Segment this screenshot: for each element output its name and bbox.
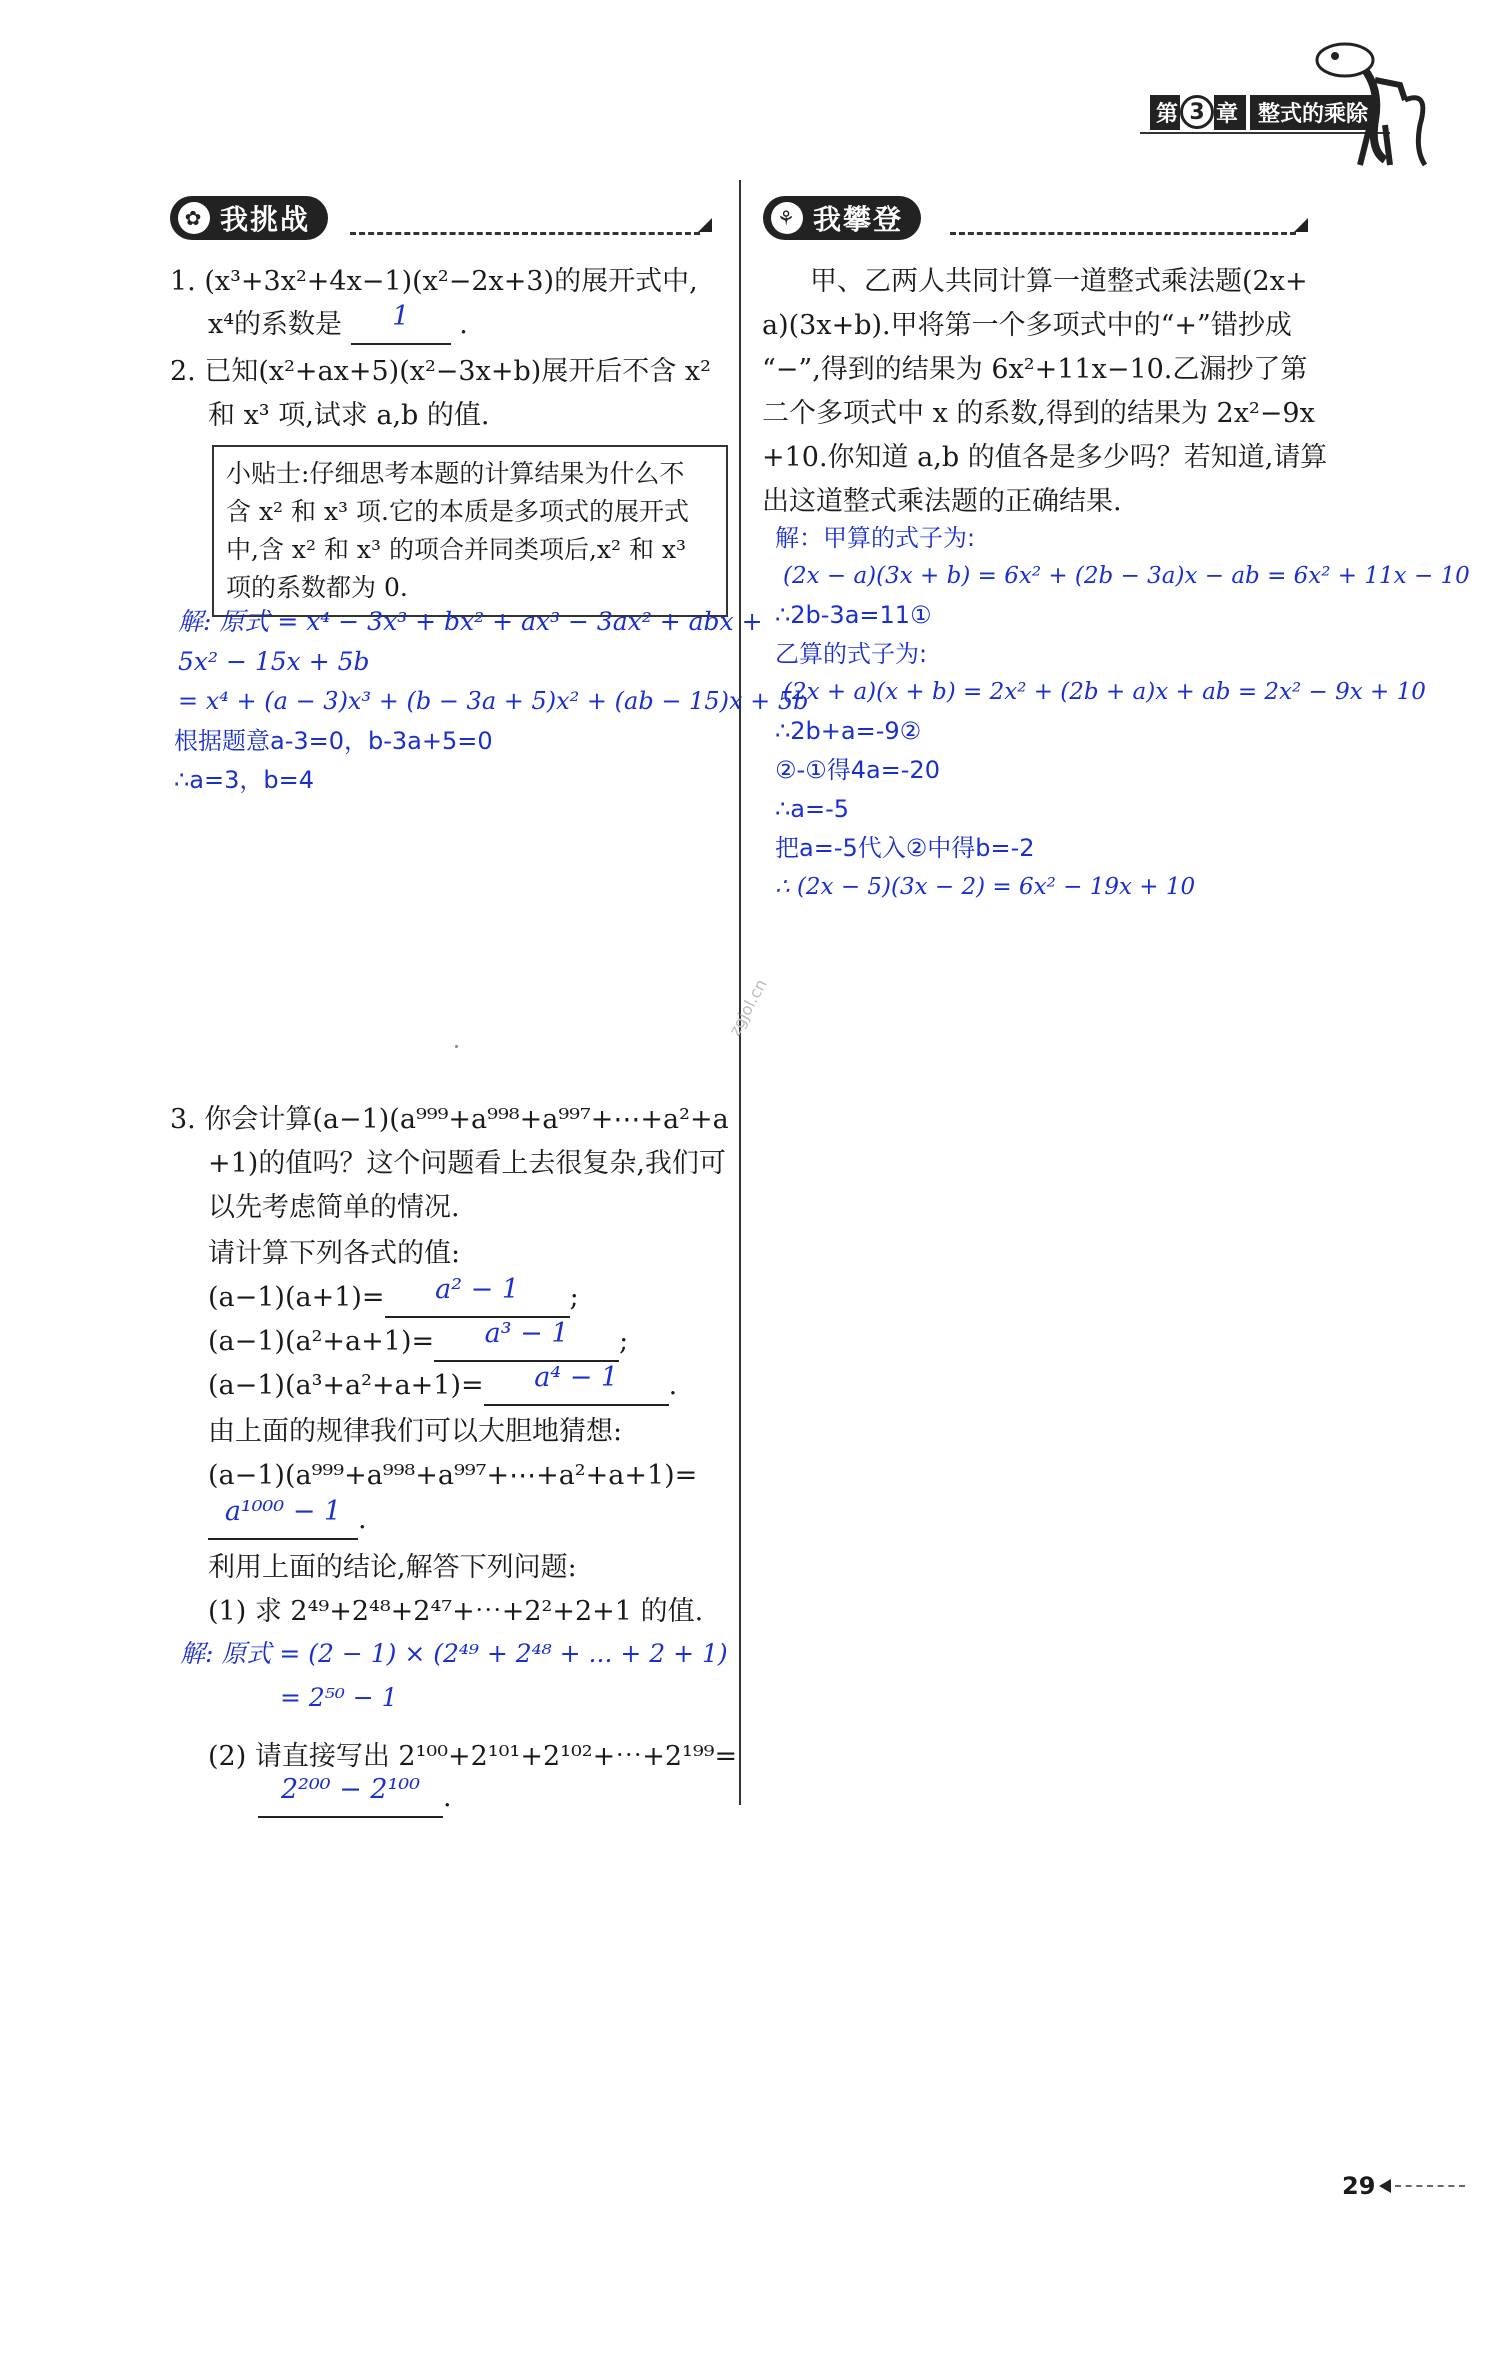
problem-line: 出这道整式乘法题的正确结果. xyxy=(762,486,1122,517)
q1-answer-blank xyxy=(351,301,451,345)
q3-part2-blank: 2²⁰⁰ − 2¹⁰⁰ xyxy=(258,1784,443,1818)
page-pointer-icon xyxy=(1379,2179,1391,2193)
problem-line: +10.你知道 a,b 的值各是多少吗？若知道,请算 xyxy=(762,442,1328,473)
tip-line: 项的系数都为 0. xyxy=(226,573,408,602)
q2-solution-line: 解: 原式 = x⁴ − 3x³ + bx² + ax³ − 3ax² + abx + xyxy=(178,607,763,636)
plant-icon: ⚘ xyxy=(771,202,803,234)
q3-item-blank: a⁴ − 1 xyxy=(484,1372,669,1406)
chapter-prefix: 第 xyxy=(1150,95,1180,130)
solution-line: ∴2b-3a=11① xyxy=(775,601,932,629)
problem-line: “−”,得到的结果为 6x²+11x−10.乙漏抄了第 xyxy=(762,354,1308,385)
q3-part1: (1) 求 2⁴⁹+2⁴⁸+2⁴⁷+⋯+2²+2+1 的值. xyxy=(208,1596,704,1627)
chapter-suffix: 章 xyxy=(1214,95,1246,130)
q1-answer: 1 xyxy=(392,301,410,332)
column-divider xyxy=(739,180,741,1805)
flower-icon: ✿ xyxy=(178,202,210,234)
tip-line: 含 x² 和 x³ 项.它的本质是多项式的展开式 xyxy=(226,497,689,526)
section-divider-right xyxy=(950,232,1296,235)
q3-line: +1)的值吗？这个问题看上去很复杂,我们可 xyxy=(208,1148,726,1179)
q3-part2-answer-row: 2²⁰⁰ − 2¹⁰⁰ . xyxy=(258,1778,452,1818)
chapter-number-badge: 3 xyxy=(1180,95,1214,129)
q3-guess-blank: a¹⁰⁰⁰ − 1 xyxy=(208,1506,358,1540)
q3-item: (a−1)(a³+a²+a+1)= a⁴ − 1 . xyxy=(208,1366,677,1406)
q3-line: 3. 你会计算(a−1)(a⁹⁹⁹+a⁹⁹⁸+a⁹⁹⁷+⋯+a²+a xyxy=(170,1104,729,1135)
q3-guess-expr: (a−1)(a⁹⁹⁹+a⁹⁹⁸+a⁹⁹⁷+⋯+a²+a+1)= xyxy=(208,1460,698,1491)
solution-line: ∴ (2x − 5)(3x − 2) = 6x² − 19x + 10 xyxy=(775,874,1196,900)
tip-line: 中,含 x² 和 x³ 的项合并同类项后,x² 和 x³ xyxy=(226,535,687,564)
q3-part1-solution-line: 解: 原式 = (2 − 1) × (2⁴⁹ + 2⁴⁸ + ... + 2 + 1) xyxy=(180,1639,728,1668)
solution-line: ∴2b+a=-9② xyxy=(775,717,922,745)
q3-item-blank: a³ − 1 xyxy=(434,1328,619,1362)
solution-line: 把a=-5代入②中得b=-2 xyxy=(775,834,1035,862)
solution-line: ②-①得4a=-20 xyxy=(775,756,940,784)
small-dot xyxy=(455,1045,458,1048)
triangle-icon xyxy=(698,218,712,232)
q1-line2: x⁴的系数是 1 . xyxy=(208,305,468,345)
solution-line: 解：甲算的式子为: xyxy=(775,524,976,552)
problem-line: 甲、乙两人共同计算一道整式乘法题(2x+ xyxy=(810,266,1308,297)
q2-solution-line: 根据题意a-3=0，b-3a+5=0 xyxy=(174,727,493,755)
q3-item: (a−1)(a+1)= a² − 1 ; xyxy=(208,1278,579,1318)
solution-line: (2x − a)(3x + b) = 6x² + (2b − 3a)x − ab = 6x² + 11x − 10 xyxy=(783,563,1470,589)
problem-line: a)(3x+b).甲将第一个多项式中的“+”错抄成 xyxy=(762,310,1292,341)
q3-item-blank: a² − 1 xyxy=(385,1284,570,1318)
tip-line: 小贴士:仔细思考本题的计算结果为什么不 xyxy=(226,459,685,488)
watermark: zgjol.cn xyxy=(725,975,771,1039)
solution-line: 乙算的式子为: xyxy=(775,640,928,668)
page-dash xyxy=(1395,2185,1465,2187)
q1-line1: 1. (x³+3x²+4x−1)(x²−2x+3)的展开式中, xyxy=(170,266,698,297)
q3-use: 利用上面的结论,解答下列问题: xyxy=(208,1552,577,1583)
q3-guess-answer-row: a¹⁰⁰⁰ − 1 . xyxy=(208,1500,367,1540)
q2-solution-line: = x⁴ + (a − 3)x³ + (b − 3a + 5)x² + (ab − 15)x + 5b xyxy=(178,687,809,715)
q3-guess-intro: 由上面的规律我们可以大胆地猜想: xyxy=(208,1416,623,1447)
chapter-title: 整式的乘除 xyxy=(1250,95,1378,130)
tip-box xyxy=(212,445,728,617)
q3-line: 以先考虑简单的情况. xyxy=(208,1192,460,1223)
tiger-mascot-icon xyxy=(1305,30,1435,170)
q2-solution-line: ∴a=3，b=4 xyxy=(174,766,314,794)
section-divider-left xyxy=(350,232,700,235)
q2-solution-line: 5x² − 15x + 5b xyxy=(178,647,370,676)
solution-line: ∴a=-5 xyxy=(775,795,850,823)
q3-item: (a−1)(a²+a+1)= a³ − 1 ; xyxy=(208,1322,628,1362)
q3-part1-solution-line: = 2⁵⁰ − 1 xyxy=(280,1683,398,1712)
section-title-climb: ⚘ 我攀登 xyxy=(763,196,921,240)
section-title-challenge: ✿ 我挑战 xyxy=(170,196,328,240)
q2-line1: 2. 已知(x²+ax+5)(x²−3x+b)展开后不含 x² xyxy=(170,356,711,387)
q3-part2: (2) 请直接写出 2¹⁰⁰+2¹⁰¹+2¹⁰²+⋯+2¹⁹⁹= xyxy=(208,1741,738,1772)
q2-line2: 和 x³ 项,试求 a,b 的值. xyxy=(208,400,490,431)
page-number: 29 xyxy=(1342,2172,1465,2200)
problem-line: 二个多项式中 x 的系数,得到的结果为 2x²−9x xyxy=(762,398,1315,429)
triangle-icon xyxy=(1294,218,1308,232)
q3-prompt: 请计算下列各式的值: xyxy=(208,1238,461,1269)
solution-line: (2x + a)(x + b) = 2x² + (2b + a)x + ab = 2x² − 9x + 10 xyxy=(783,679,1426,705)
